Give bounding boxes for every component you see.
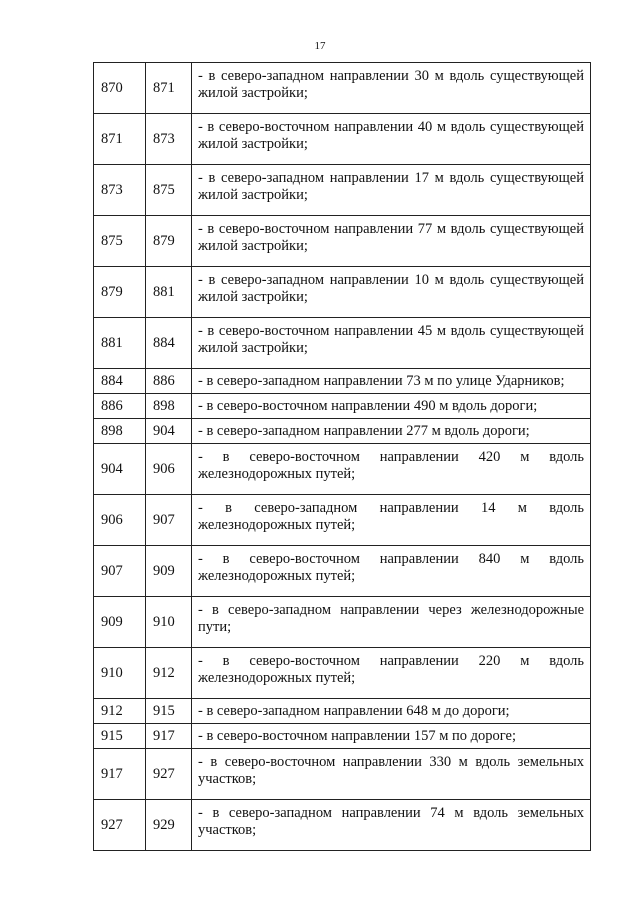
- table-row: [94, 63, 591, 114]
- table-row: [94, 114, 591, 165]
- point-from: 871: [94, 114, 146, 165]
- point-to: 875: [146, 165, 192, 216]
- point-to: 929: [146, 800, 192, 851]
- segment-description: - в северо-восточном направлении 330 м вдоль земельных участков;: [192, 749, 591, 800]
- segment-description: - в северо-западном направлении 74 м вдоль земельных участков;: [192, 800, 591, 851]
- segment-description: - в северо-восточном направлении 45 м вдоль существующей жилой застройки;: [192, 318, 591, 369]
- segment-description: - в северо-западном направлении 10 м вдоль существующей жилой застройки;: [192, 267, 591, 318]
- table-row: [94, 749, 591, 800]
- point-from: 912: [94, 699, 146, 724]
- point-from: 879: [94, 267, 146, 318]
- point-from: 870: [94, 63, 146, 114]
- table-row: [94, 369, 591, 394]
- point-from: 898: [94, 419, 146, 444]
- segment-description: - в северо-восточном направлении 840 м вдоль железнодорожных путей;: [192, 546, 591, 597]
- point-to: 910: [146, 597, 192, 648]
- point-from: 881: [94, 318, 146, 369]
- table-row: [94, 216, 591, 267]
- segment-description: - в северо-восточном направлении 490 м вдоль дороги;: [192, 394, 591, 419]
- point-from: 909: [94, 597, 146, 648]
- point-to: 884: [146, 318, 192, 369]
- table-row: [94, 724, 591, 749]
- point-to: 873: [146, 114, 192, 165]
- segment-description: - в северо-западном направлении 277 м вдоль дороги;: [192, 419, 591, 444]
- point-from: 906: [94, 495, 146, 546]
- segment-description: - в северо-восточном направлении 40 м вдоль существующей жилой застройки;: [192, 114, 591, 165]
- page-number: 17: [314, 40, 326, 52]
- point-to: 886: [146, 369, 192, 394]
- table-row: [94, 318, 591, 369]
- point-to: 906: [146, 444, 192, 495]
- table-row: [94, 267, 591, 318]
- point-to: 881: [146, 267, 192, 318]
- table-row: [94, 495, 591, 546]
- point-to: 907: [146, 495, 192, 546]
- point-from: 884: [94, 369, 146, 394]
- segment-description: - в северо-западном направлении 14 м вдоль железнодорожных путей;: [192, 495, 591, 546]
- boundary-table-body: [94, 63, 591, 851]
- segment-description: - в северо-восточном направлении 77 м вдоль существующей жилой застройки;: [192, 216, 591, 267]
- point-from: 927: [94, 800, 146, 851]
- point-to: 879: [146, 216, 192, 267]
- table-row: [94, 699, 591, 724]
- segment-description: - в северо-восточном направлении 420 м вдоль железнодорожных путей;: [192, 444, 591, 495]
- segment-description: - в северо-восточном направлении 157 м по дороге;: [192, 724, 591, 749]
- point-from: 886: [94, 394, 146, 419]
- point-to: 898: [146, 394, 192, 419]
- point-to: 904: [146, 419, 192, 444]
- table-row: [94, 546, 591, 597]
- point-to: 917: [146, 724, 192, 749]
- table-row: [94, 165, 591, 216]
- point-to: 912: [146, 648, 192, 699]
- table-row: [94, 419, 591, 444]
- point-from: 910: [94, 648, 146, 699]
- point-to: 871: [146, 63, 192, 114]
- point-from: 904: [94, 444, 146, 495]
- table-row: [94, 394, 591, 419]
- point-from: 917: [94, 749, 146, 800]
- point-to: 909: [146, 546, 192, 597]
- table-row: [94, 800, 591, 851]
- point-to: 927: [146, 749, 192, 800]
- segment-description: - в северо-западном направлении 30 м вдоль существующей жилой застройки;: [192, 63, 591, 114]
- point-from: 875: [94, 216, 146, 267]
- segment-description: - в северо-западном направлении 17 м вдоль существующей жилой застройки;: [192, 165, 591, 216]
- table-row: [94, 648, 591, 699]
- point-from: 907: [94, 546, 146, 597]
- segment-description: - в северо-восточном направлении 220 м вдоль железнодорожных путей;: [192, 648, 591, 699]
- table-row: [94, 444, 591, 495]
- segment-description: - в северо-западном направлении через железнодорожные пути;: [192, 597, 591, 648]
- boundary-table: [93, 62, 591, 851]
- point-from: 873: [94, 165, 146, 216]
- point-to: 915: [146, 699, 192, 724]
- table-row: [94, 597, 591, 648]
- segment-description: - в северо-западном направлении 73 м по улице Ударников;: [192, 369, 591, 394]
- segment-description: - в северо-западном направлении 648 м до дороги;: [192, 699, 591, 724]
- point-from: 915: [94, 724, 146, 749]
